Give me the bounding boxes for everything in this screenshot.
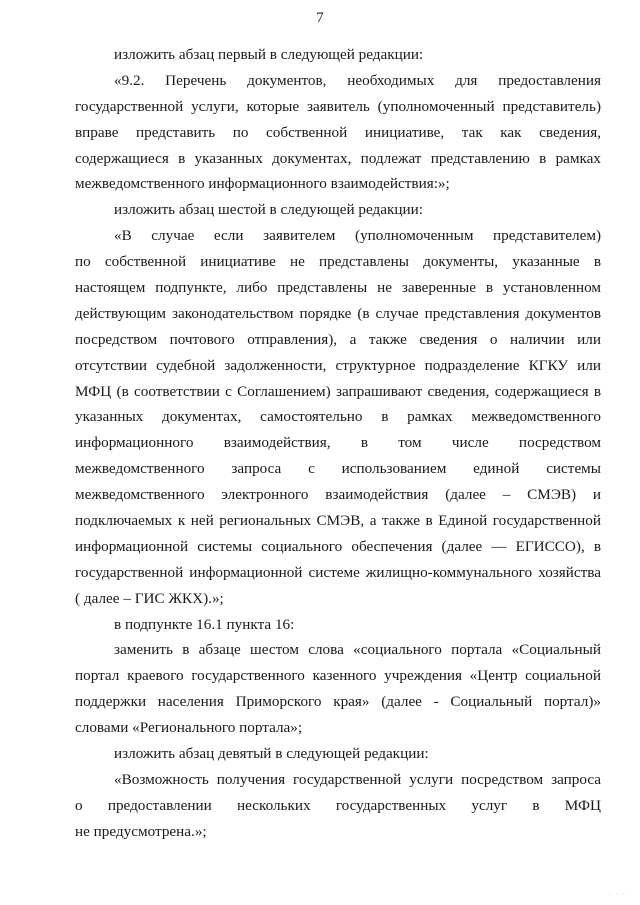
instruction-para-1 <box>75 42 601 68</box>
instruction-subpoint-16-1 <box>75 612 601 638</box>
document-body <box>75 42 601 845</box>
text-line: по собственной инициативе не представлены документы, указанные в <box>75 253 601 271</box>
text-line: указанных документах, самостоятельно в рамках межведомственного <box>75 408 601 426</box>
text-line: государственной услуги, которые заявитель (уполномоченный представитель) <box>75 97 601 115</box>
text-line: МФЦ (в соответствии с Соглашением) запрашивают сведения, содержащиеся в <box>75 382 601 400</box>
text-line: государственной информационной системе жилищно-коммунального хозяйства <box>75 563 601 581</box>
text-line: «В случае если заявителем (уполномоченным представителем) <box>114 227 601 245</box>
text-line: действующим законодательством порядке (в случае представления документов <box>75 304 601 322</box>
text-line: межведомственного информационного взаимодействия:»; <box>75 175 450 193</box>
text-line: заменить в абзаце шестом слова «социального портала «Социальный <box>114 641 601 659</box>
text-line: изложить абзац шестой в следующей редакции: <box>114 201 423 219</box>
text-line: подключаемых к ней региональных СМЭВ, а также в Единой государственной <box>75 512 601 530</box>
text-line: вправе представить по собственной инициативе, так как сведения, <box>75 123 601 141</box>
replace-words-para <box>75 637 601 741</box>
text-line: о предоставлении нескольких государственных услуг в МФЦ <box>75 796 601 814</box>
quote-para-possibility <box>75 767 601 845</box>
text-line: словами «Регионального портала»; <box>75 719 303 737</box>
text-line: изложить абзац девятый в следующей редакции: <box>114 745 429 763</box>
quote-para-case <box>75 223 601 611</box>
page-number: 7 <box>316 10 324 26</box>
text-line: посредством почтового отправления), а также сведения о наличии или <box>75 330 601 348</box>
text-line: «9.2. Перечень документов, необходимых для предоставления <box>114 71 601 89</box>
text-line: изложить абзац первый в следующей редакции: <box>114 46 424 63</box>
text-line: портал краевого государственного казенного учреждения «Центр социальной <box>75 667 601 685</box>
text-line: содержащиеся в указанных документах, подлежат представлению в рамках <box>75 149 601 167</box>
text-line: информационной системы социального обеспечения (далее — ЕГИССО), в <box>75 537 601 555</box>
text-line: межведомственного запроса с использованием единой системы <box>75 460 601 478</box>
text-line: межведомственного электронного взаимодействия (далее – СМЭВ) и <box>75 486 601 504</box>
corner-mark: · · · · <box>608 890 632 899</box>
text-line: информационного взаимодействия, в том числе посредством <box>75 434 601 452</box>
instruction-para-6 <box>75 197 601 223</box>
text-line: отсутствии судебной задолженности, структурное подразделение КГКУ или <box>75 356 601 374</box>
text-line: «Возможность получения государственной услуги посредством запроса <box>114 770 601 788</box>
text-line: настоящем подпункте, либо представлены не заверенные в установленном <box>75 279 601 297</box>
text-line: в подпункте 16.1 пункта 16: <box>114 615 295 633</box>
text-line: ( далее – ГИС ЖКХ).»; <box>75 589 224 607</box>
text-line: не предусмотрена.»; <box>75 822 207 840</box>
instruction-para-9 <box>75 741 601 767</box>
text-line: поддержки населения Приморского края» (далее - Социальный портал)» <box>75 693 601 711</box>
quote-para-9-2 <box>75 68 601 197</box>
